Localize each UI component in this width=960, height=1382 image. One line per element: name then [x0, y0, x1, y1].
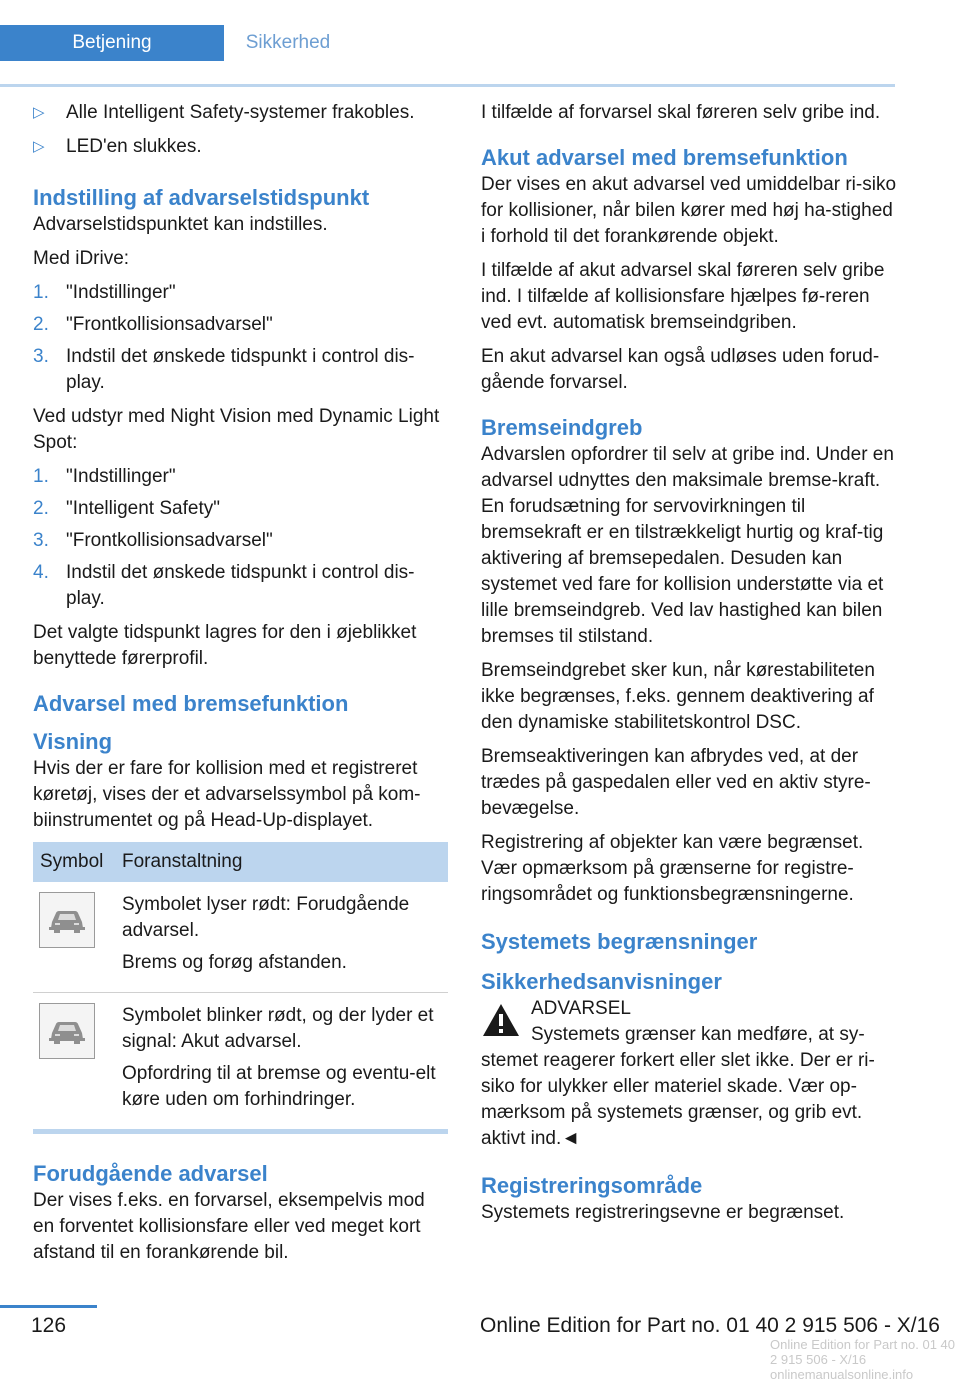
heading-akut: Akut advarsel med bremsefunktion — [481, 145, 848, 170]
paragraph: Hvis der er fare for kollision med et registreret køretøj, vises der et advarselssymbol på kom-biinstrumentet og på Head-Up-displayet. — [33, 758, 421, 831]
paragraph: Advarslen opfordrer til selv at gribe ind. Under en advarsel udnyttes den maksimale bremse-kraft. En forudsætning for servovirkningen til bremsekraft er en tilstrækkeligt hurtig og kraf-tig aktivering af bremsepedalen. Desuden kan systemet ved fare for kollision understøtte via et lille bremseindgreb. Ved lav hastighed kan bilen bremses til stilstand. — [481, 444, 894, 647]
list-item: ▷ Alle Intelligent Safety-systemer frakobles. — [33, 100, 448, 126]
paragraph: Der vises en akut advarsel ved umiddelbar ri-siko for kollisioner, når bilen kører med høj ha-stighed i forhold til det forankørende objekt. — [481, 174, 897, 247]
triangle-bullet-icon: ▷ — [33, 138, 45, 155]
list-item: 3. "Frontkollisionsadvarsel" — [33, 530, 273, 551]
list-item: 3. Indstil det ønskede tidspunkt i control dis-play. — [33, 346, 415, 393]
action-cell: Symbolet blinker rødt, og der lyder et signal: Akut advarsel. Opfordring til at bremse og eventu-elt køre uden om forhindringer. — [115, 993, 448, 1132]
paragraph: Det valgte tidspunkt lagres for den i øjeblikket benyttede førerprofil. — [33, 622, 417, 669]
paragraph: Bremseindgrebet sker kun, når kørestabiliteten ikke begrænses, f.eks. gennem deaktivering af den dynamiske stabilitetskontrol DSC. — [481, 660, 875, 733]
warning-triangle-icon — [481, 1002, 521, 1043]
action-cell: Symbolet lyser rødt: Forudgående advarsel. Brems og forøg afstanden. — [115, 882, 448, 993]
watermark: Online Edition for Part no. 01 40 2 915 506 - X/16 onlinemanualsonline.info — [770, 1337, 956, 1382]
tab-betjening[interactable]: Betjening — [0, 25, 224, 61]
paragraph: I tilfælde af forvarsel skal føreren selv gribe ind. — [481, 102, 881, 123]
tab-sikkerhed[interactable]: Sikkerhed — [245, 32, 331, 53]
symbol-cell — [33, 993, 115, 1132]
page-number: 126 — [30, 1314, 67, 1337]
footer-divider — [0, 1305, 97, 1308]
list-item: ▷ LED'en slukkes. — [33, 134, 448, 160]
car-warning-icon — [39, 1003, 95, 1059]
list-item: 4. Indstil det ønskede tidspunkt i control dis-play. — [33, 562, 415, 609]
triangle-bullet-icon: ▷ — [33, 104, 45, 121]
paragraph: I tilfælde af akut advarsel skal føreren selv gribe ind. I tilfælde af kollisionsfare hjælpes fø-reren ved evt. automatisk bremseindgriben. — [481, 260, 885, 333]
paragraph: Bremseaktiveringen kan afbrydes ved, at der trædes på gaspedalen eller ved en aktiv styre-bevægelse. — [481, 746, 871, 819]
header-tabs — [0, 25, 895, 61]
list-item: 1. "Indstillinger" — [33, 282, 176, 303]
heading-visning: Visning — [33, 729, 113, 754]
paragraph: Med iDrive: — [33, 248, 130, 269]
list-item: 2. "Frontkollisionsadvarsel" — [33, 314, 273, 335]
table-row — [33, 993, 448, 1132]
table-row — [33, 882, 448, 993]
symbol-cell — [33, 882, 115, 993]
paragraph: En akut advarsel kan også udløses uden forud-gående forvarsel. — [481, 346, 880, 393]
list-item: 2. "Intelligent Safety" — [33, 498, 220, 519]
warning-block — [481, 996, 896, 1048]
right-column — [481, 100, 896, 1234]
warning-text: stemet reagerer forkert eller slet ikke. Der er ri-siko for ulykker eller materiel skade. Vær op-mærksom på systemets grænser, og grib evt. aktivt ind.◄ — [481, 1050, 875, 1149]
left-column — [33, 100, 448, 1274]
car-warning-icon — [39, 892, 95, 948]
paragraph: Registrering af objekter kan være begrænset. Vær opmærksom på grænserne for registre-ringsområdet og funktionsbegrænsningerne. — [481, 832, 864, 905]
list-item: 1. "Indstillinger" — [33, 466, 176, 487]
table-header-row — [33, 842, 448, 882]
heading-advarsel: Advarsel med bremsefunktion — [33, 691, 349, 716]
numbered-list — [33, 464, 448, 612]
column-header-action: Foranstaltning — [115, 842, 448, 882]
symbol-table — [33, 842, 448, 1134]
paragraph: Advarselstidspunktet kan indstilles. — [33, 214, 328, 235]
warning-title: ADVARSEL — [531, 998, 631, 1019]
warning-text-first: Systemets grænser kan medføre, at sy- — [531, 1024, 865, 1045]
header-divider — [0, 84, 895, 87]
numbered-list — [33, 280, 448, 396]
paragraph: Ved udstyr med Night Vision med Dynamic Light Spot: — [33, 406, 440, 453]
paragraph: Systemets registreringsevne er begrænset. — [481, 1202, 845, 1223]
heading-registreringsomraade: Registreringsområde — [481, 1173, 703, 1198]
bullet-list — [33, 100, 448, 160]
heading-bremseindgreb: Bremseindgreb — [481, 415, 643, 440]
heading-sikkerhedsanvisninger: Sikkerhedsanvisninger — [481, 969, 722, 994]
heading-begraensninger: Systemets begrænsninger — [481, 929, 758, 954]
online-edition: Online Edition for Part no. 01 40 2 915 506 - X/16 — [480, 1314, 940, 1337]
paragraph: Der vises f.eks. en forvarsel, eksempelvis mod en forventet kollisionsfare eller ved meget kort afstand til en forankørende bil. — [33, 1190, 425, 1263]
column-header-symbol: Symbol — [33, 842, 115, 882]
heading-forudgaaende: Forudgående advarsel — [33, 1161, 268, 1186]
heading-indstilling: Indstilling af advarselstidspunkt — [33, 185, 370, 210]
